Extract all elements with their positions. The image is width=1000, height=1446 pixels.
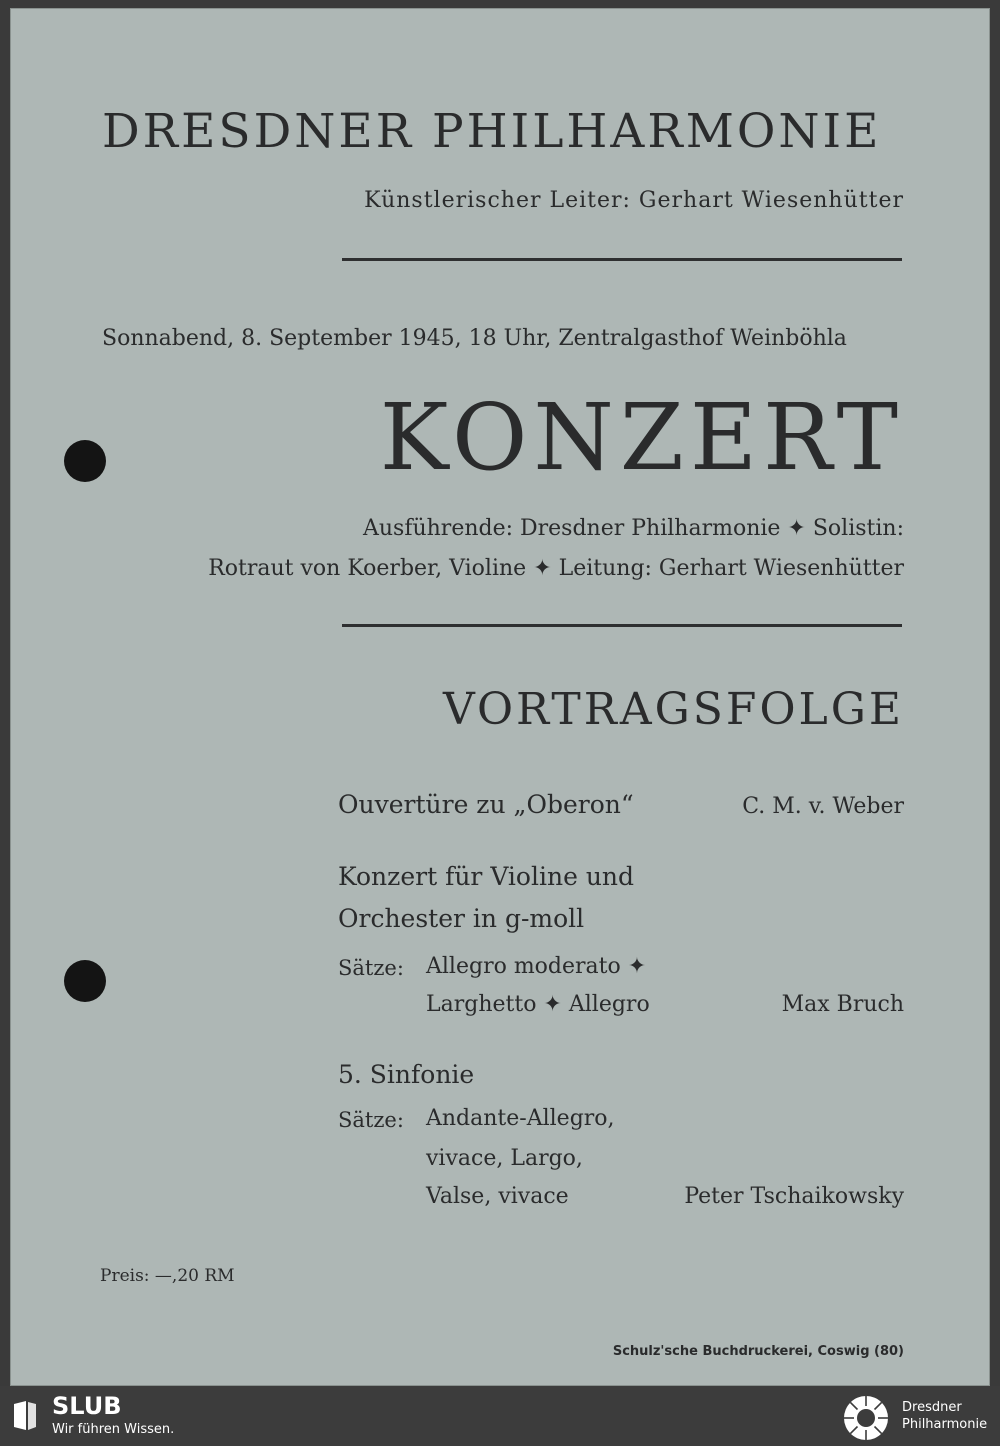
program-item-1-composer: C. M. v. Weber [742, 794, 904, 819]
program-item-3-composer: Peter Tschaikowsky [684, 1184, 904, 1209]
program-item-2-movements-label: Sätze: [338, 956, 404, 980]
program-item-2-title-line-1: Konzert für Violine und [338, 862, 635, 891]
program-heading: VORTRAGSFOLGE [442, 684, 904, 735]
program-item-3-title: 5. Sinfonie [338, 1060, 475, 1089]
slub-logo-icon [12, 1400, 38, 1432]
artistic-director: Künstlerischer Leiter: Gerhart Wiesenhütter [364, 188, 904, 213]
price-label: Preis: —,20 RM [100, 1266, 235, 1286]
program-item-3-movements-line-3: Valse, vivace [426, 1184, 569, 1209]
program-item-3-movements-line-2: vivace, Largo, [426, 1146, 583, 1171]
punch-hole-bottom [64, 960, 106, 1002]
program-item-2-movements-line-2: Larghetto ✦ Allegro [426, 992, 650, 1017]
printer-imprint: Schulz'sche Buchdruckerei, Coswig (80) [612, 1344, 904, 1359]
program-item-2-title-line-2: Orchester in g-moll [338, 904, 585, 933]
program-item-2-composer: Max Bruch [781, 992, 904, 1017]
performers-line-1: Ausführende: Dresdner Philharmonie ✦ Solistin: [362, 516, 904, 541]
program-item-3-movements-label: Sätze: [338, 1108, 404, 1132]
program-item-3-movements-line-1: Andante-Allegro, [426, 1106, 615, 1131]
divider-top [342, 258, 902, 261]
viewer-footer-bar [0, 1386, 1000, 1446]
program-item-1-title: Ouvertüre zu „Oberon“ [338, 790, 634, 819]
divider-middle [342, 624, 902, 627]
event-date-line: Sonnabend, 8. September 1945, 18 Uhr, Zentralgasthof Weinböhla [102, 326, 847, 351]
konzert-heading: KONZERT [379, 384, 904, 491]
punch-hole-top [64, 440, 106, 482]
concert-program-sheet [10, 8, 990, 1386]
partner-name-line-1: Dresdner [902, 1400, 962, 1415]
dresdner-philharmonie-logo-icon [842, 1394, 890, 1442]
slub-tagline: Wir führen Wissen. [52, 1422, 175, 1437]
orchestra-title: DRESDNER PHILHARMONIE [102, 104, 882, 159]
performers-line-2: Rotraut von Koerber, Violine ✦ Leitung: Gerhart Wiesenhütter [208, 556, 904, 581]
slub-name: SLUB [52, 1392, 122, 1420]
program-item-2-movements-line-1: Allegro moderato ✦ [426, 954, 647, 979]
partner-name-line-2: Philharmonie [902, 1417, 988, 1432]
